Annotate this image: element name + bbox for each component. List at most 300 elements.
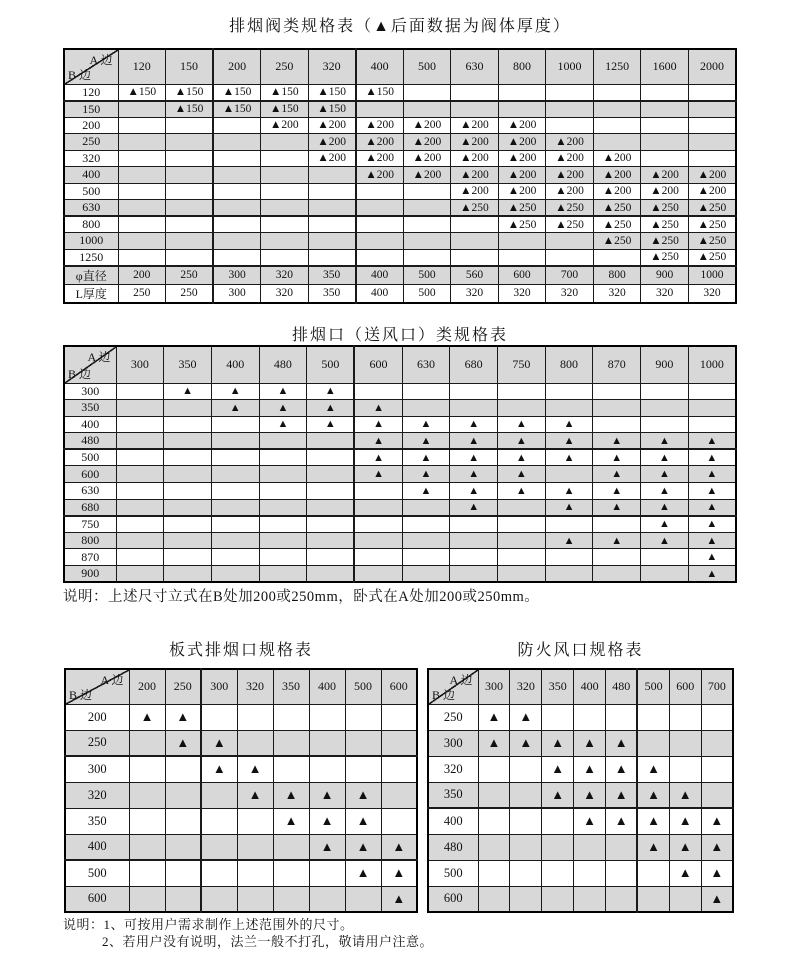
empty-cell: [542, 886, 574, 912]
spec-value-cell: ▲: [345, 782, 381, 808]
empty-cell: [545, 383, 593, 400]
row-header: 400: [428, 808, 478, 834]
empty-cell: [356, 101, 404, 118]
column-header: 750: [498, 346, 546, 383]
spec-value-cell: ▲: [688, 549, 736, 566]
empty-cell: [309, 704, 345, 730]
spec-value-cell: ▲150: [213, 101, 261, 118]
spec-value-cell: ▲150: [261, 101, 309, 118]
empty-cell: [354, 383, 402, 400]
corner-label-b-side: B 边: [68, 67, 92, 82]
column-header: 350: [273, 669, 309, 704]
empty-cell: [307, 566, 355, 583]
spec-value-cell: ▲: [354, 433, 402, 450]
column-header: 400: [309, 669, 345, 704]
spec-value-cell: ▲: [593, 499, 641, 516]
empty-cell: [641, 400, 689, 417]
row-header: 250: [64, 134, 118, 151]
corner-label-b-side: B 边: [68, 366, 92, 381]
column-header: 900: [641, 346, 689, 383]
empty-cell: [213, 167, 261, 184]
empty-cell: [545, 549, 593, 566]
row-header: 600: [428, 886, 478, 912]
spec-value-cell: ▲: [211, 400, 259, 417]
spec-value-cell: ▲250: [593, 233, 641, 250]
empty-cell: [309, 730, 345, 756]
spec-value-cell: ▲200: [403, 117, 451, 134]
spec-value-cell: ▲: [688, 499, 736, 516]
empty-cell: [201, 886, 237, 912]
empty-cell: [701, 782, 733, 808]
empty-cell: [688, 117, 736, 134]
empty-cell: [450, 566, 498, 583]
empty-cell: [259, 549, 307, 566]
empty-cell: [166, 233, 214, 250]
valve-spec-table: [63, 48, 737, 304]
empty-cell: [118, 233, 166, 250]
column-header: 320: [510, 669, 542, 704]
empty-cell: [237, 860, 273, 886]
empty-cell: [116, 449, 164, 466]
row-header: 600: [64, 466, 116, 483]
spec-value-cell: 800: [593, 266, 641, 285]
empty-cell: [637, 730, 669, 756]
spec-value-cell: 300: [213, 284, 261, 303]
empty-cell: [118, 117, 166, 134]
empty-cell: [356, 183, 404, 200]
row-header: 500: [64, 183, 118, 200]
empty-cell: [510, 782, 542, 808]
spec-value-cell: ▲: [542, 756, 574, 782]
spec-value-cell: ▲200: [403, 134, 451, 151]
spec-value-cell: ▲: [498, 449, 546, 466]
spec-value-cell: ▲250: [546, 200, 594, 217]
spec-value-cell: ▲200: [641, 183, 689, 200]
spec-value-cell: ▲: [478, 704, 510, 730]
spec-value-cell: ▲: [309, 782, 345, 808]
row-header: L厚度: [64, 284, 118, 303]
spec-value-cell: ▲: [688, 566, 736, 583]
spec-value-cell: ▲: [545, 433, 593, 450]
empty-cell: [641, 84, 689, 101]
empty-cell: [261, 233, 309, 250]
spec-value-cell: 400: [356, 266, 404, 285]
empty-cell: [381, 704, 417, 730]
corner-label-b-side: B 边: [69, 687, 93, 702]
spec-value-cell: 320: [593, 284, 641, 303]
empty-cell: [498, 499, 546, 516]
spec-value-cell: ▲: [402, 433, 450, 450]
spec-value-cell: ▲: [498, 433, 546, 450]
empty-cell: [166, 167, 214, 184]
empty-cell: [356, 216, 404, 233]
column-header: 300: [201, 669, 237, 704]
column-header: 500: [307, 346, 355, 383]
empty-cell: [213, 183, 261, 200]
spec-value-cell: ▲200: [356, 117, 404, 134]
empty-cell: [354, 499, 402, 516]
spec-value-cell: ▲: [637, 756, 669, 782]
spec-value-cell: ▲: [450, 416, 498, 433]
spec-value-cell: ▲: [701, 834, 733, 860]
spec-value-cell: ▲: [545, 483, 593, 500]
spec-value-cell: ▲150: [166, 101, 214, 118]
column-header: 120: [118, 49, 166, 84]
spec-value-cell: 700: [546, 266, 594, 285]
empty-cell: [129, 834, 165, 860]
spec-value-cell: ▲250: [593, 200, 641, 217]
spec-value-cell: ▲250: [641, 200, 689, 217]
empty-cell: [211, 566, 259, 583]
spec-value-cell: ▲: [637, 834, 669, 860]
empty-cell: [164, 499, 212, 516]
column-header: 700: [701, 669, 733, 704]
empty-cell: [669, 730, 701, 756]
spec-value-cell: ▲: [669, 782, 701, 808]
empty-cell: [450, 549, 498, 566]
spec-value-cell: ▲200: [451, 183, 499, 200]
spec-value-cell: ▲: [450, 499, 498, 516]
spec-value-cell: ▲: [510, 704, 542, 730]
empty-cell: [211, 433, 259, 450]
spec-value-cell: 350: [308, 284, 356, 303]
column-header: 400: [356, 49, 404, 84]
spec-value-cell: ▲: [309, 808, 345, 834]
spec-value-cell: ▲250: [641, 249, 689, 266]
spec-value-cell: ▲: [606, 808, 638, 834]
column-header: 320: [308, 49, 356, 84]
empty-cell: [354, 516, 402, 533]
spec-value-cell: ▲200: [308, 117, 356, 134]
empty-cell: [116, 516, 164, 533]
empty-cell: [116, 383, 164, 400]
empty-cell: [403, 216, 451, 233]
valve-table-title: 排烟阀类规格表（▲后面数据为阀体厚度）: [229, 18, 571, 35]
empty-cell: [701, 756, 733, 782]
spec-value-cell: ▲150: [118, 84, 166, 101]
empty-cell: [345, 730, 381, 756]
spec-value-cell: ▲250: [641, 233, 689, 250]
corner-label-a-side: A 边: [87, 350, 111, 364]
row-header: 870: [64, 549, 116, 566]
empty-cell: [261, 167, 309, 184]
empty-cell: [542, 704, 574, 730]
footer-note-1: 说明：1、可按用户需求制作上述范围外的尺寸。: [63, 917, 354, 932]
column-header: 250: [165, 669, 201, 704]
spec-value-cell: ▲: [606, 730, 638, 756]
empty-cell: [165, 860, 201, 886]
row-header: 250: [65, 730, 129, 756]
corner-label-b-side: B 边: [432, 687, 456, 702]
spec-value-cell: ▲: [381, 834, 417, 860]
empty-cell: [307, 466, 355, 483]
empty-cell: [545, 516, 593, 533]
spec-value-cell: ▲: [237, 782, 273, 808]
empty-cell: [545, 466, 593, 483]
row-header: 400: [64, 167, 118, 184]
spec-value-cell: ▲: [641, 499, 689, 516]
empty-cell: [593, 249, 641, 266]
empty-cell: [478, 860, 510, 886]
empty-cell: [273, 886, 309, 912]
empty-cell: [641, 416, 689, 433]
empty-cell: [546, 117, 594, 134]
row-header: 480: [64, 433, 116, 450]
empty-cell: [637, 860, 669, 886]
spec-value-cell: ▲200: [593, 183, 641, 200]
spec-value-cell: ▲200: [546, 150, 594, 167]
spec-value-cell: ▲: [606, 756, 638, 782]
spec-value-cell: 1000: [688, 266, 736, 285]
spec-value-cell: ▲: [478, 730, 510, 756]
empty-cell: [546, 84, 594, 101]
empty-cell: [165, 782, 201, 808]
row-header: 200: [65, 704, 129, 730]
spec-value-cell: ▲150: [213, 84, 261, 101]
spec-value-cell: ▲: [542, 730, 574, 756]
empty-cell: [402, 566, 450, 583]
column-header: 600: [354, 346, 402, 383]
spec-value-cell: ▲200: [403, 167, 451, 184]
empty-cell: [593, 383, 641, 400]
spec-value-cell: ▲: [574, 808, 606, 834]
empty-cell: [308, 249, 356, 266]
row-header: 350: [428, 782, 478, 808]
spec-value-cell: 500: [403, 284, 451, 303]
spec-value-cell: ▲250: [688, 200, 736, 217]
spec-value-cell: ▲: [450, 483, 498, 500]
column-header: 150: [166, 49, 214, 84]
row-header: 120: [64, 84, 118, 101]
row-header: 630: [64, 200, 118, 217]
spec-value-cell: ▲: [669, 834, 701, 860]
empty-cell: [450, 532, 498, 549]
empty-cell: [593, 134, 641, 151]
spec-value-cell: ▲250: [498, 200, 546, 217]
spec-value-cell: ▲: [545, 532, 593, 549]
spec-value-cell: ▲: [354, 416, 402, 433]
plate-spec-table: [64, 668, 418, 913]
empty-cell: [166, 183, 214, 200]
row-header: 400: [64, 416, 116, 433]
empty-cell: [116, 499, 164, 516]
spec-value-cell: ▲: [259, 383, 307, 400]
spec-value-cell: 320: [546, 284, 594, 303]
empty-cell: [545, 400, 593, 417]
empty-cell: [641, 117, 689, 134]
empty-cell: [273, 756, 309, 782]
empty-cell: [641, 566, 689, 583]
empty-cell: [403, 84, 451, 101]
spec-value-cell: ▲: [354, 466, 402, 483]
spec-value-cell: ▲: [688, 532, 736, 549]
spec-value-cell: ▲: [273, 808, 309, 834]
empty-cell: [308, 216, 356, 233]
column-header: 680: [450, 346, 498, 383]
empty-cell: [510, 860, 542, 886]
spec-value-cell: ▲: [307, 383, 355, 400]
empty-cell: [354, 483, 402, 500]
spec-value-cell: 200: [118, 266, 166, 285]
column-header: 800: [545, 346, 593, 383]
empty-cell: [402, 383, 450, 400]
empty-cell: [606, 886, 638, 912]
empty-cell: [166, 216, 214, 233]
spec-value-cell: ▲: [498, 466, 546, 483]
empty-cell: [261, 150, 309, 167]
empty-cell: [688, 150, 736, 167]
spec-value-cell: ▲: [237, 756, 273, 782]
empty-cell: [211, 549, 259, 566]
empty-cell: [211, 416, 259, 433]
spec-value-cell: 250: [166, 266, 214, 285]
row-header: 320: [64, 150, 118, 167]
column-header: 630: [402, 346, 450, 383]
outlet-table-note: 说明：上述尺寸立式在B处加200或250mm，卧式在A处加200或250mm。: [63, 589, 540, 605]
spec-value-cell: ▲: [354, 400, 402, 417]
outlet-spec-table: [63, 345, 737, 583]
empty-cell: [201, 808, 237, 834]
empty-cell: [165, 756, 201, 782]
spec-value-cell: ▲200: [451, 167, 499, 184]
spec-value-cell: ▲: [688, 433, 736, 450]
spec-value-cell: ▲200: [498, 117, 546, 134]
spec-value-cell: ▲: [307, 400, 355, 417]
row-header: 500: [64, 449, 116, 466]
spec-value-cell: ▲200: [451, 150, 499, 167]
empty-cell: [129, 808, 165, 834]
empty-cell: [546, 101, 594, 118]
spec-value-cell: ▲: [450, 466, 498, 483]
row-header: 350: [65, 808, 129, 834]
corner-label-a-side: A 边: [89, 53, 113, 67]
empty-cell: [309, 756, 345, 782]
row-header: 680: [64, 499, 116, 516]
empty-cell: [129, 782, 165, 808]
empty-cell: [118, 216, 166, 233]
spec-value-cell: ▲: [641, 449, 689, 466]
empty-cell: [164, 483, 212, 500]
column-header: 1000: [546, 49, 594, 84]
spec-value-cell: ▲: [669, 808, 701, 834]
empty-cell: [478, 808, 510, 834]
empty-cell: [259, 466, 307, 483]
spec-value-cell: ▲200: [451, 134, 499, 151]
empty-cell: [574, 860, 606, 886]
spec-value-cell: ▲200: [498, 183, 546, 200]
empty-cell: [164, 549, 212, 566]
spec-value-cell: ▲: [402, 449, 450, 466]
plate-table-title: 板式排烟口规格表: [168, 642, 313, 659]
column-header: 800: [498, 49, 546, 84]
empty-cell: [688, 416, 736, 433]
empty-cell: [307, 549, 355, 566]
row-header: 800: [64, 532, 116, 549]
empty-cell: [498, 566, 546, 583]
column-header: 480: [259, 346, 307, 383]
spec-value-cell: ▲250: [451, 200, 499, 217]
empty-cell: [641, 150, 689, 167]
empty-cell: [211, 532, 259, 549]
corner-header-cell: [64, 346, 116, 383]
empty-cell: [669, 704, 701, 730]
empty-cell: [165, 886, 201, 912]
empty-cell: [213, 233, 261, 250]
empty-cell: [213, 249, 261, 266]
spec-value-cell: 320: [261, 266, 309, 285]
spec-value-cell: ▲200: [641, 167, 689, 184]
column-header: 400: [211, 346, 259, 383]
spec-value-cell: ▲: [593, 449, 641, 466]
empty-cell: [637, 704, 669, 730]
spec-value-cell: ▲250: [498, 216, 546, 233]
empty-cell: [213, 134, 261, 151]
spec-value-cell: ▲: [498, 483, 546, 500]
empty-cell: [545, 566, 593, 583]
empty-cell: [308, 200, 356, 217]
row-header: 350: [64, 400, 116, 417]
spec-value-cell: ▲200: [688, 183, 736, 200]
spec-value-cell: ▲: [309, 834, 345, 860]
empty-cell: [308, 183, 356, 200]
empty-cell: [261, 134, 309, 151]
empty-cell: [261, 183, 309, 200]
spec-value-cell: ▲200: [688, 167, 736, 184]
column-header: 630: [451, 49, 499, 84]
spec-value-cell: ▲200: [498, 150, 546, 167]
empty-cell: [498, 400, 546, 417]
empty-cell: [381, 782, 417, 808]
column-header: 1000: [688, 346, 736, 383]
empty-cell: [261, 216, 309, 233]
empty-cell: [593, 400, 641, 417]
spec-value-cell: ▲150: [308, 101, 356, 118]
empty-cell: [259, 433, 307, 450]
corner-header-cell: [428, 669, 478, 704]
empty-cell: [237, 730, 273, 756]
empty-cell: [606, 704, 638, 730]
empty-cell: [345, 704, 381, 730]
empty-cell: [593, 101, 641, 118]
spec-value-cell: ▲: [211, 383, 259, 400]
spec-value-cell: ▲: [688, 449, 736, 466]
empty-cell: [201, 860, 237, 886]
empty-cell: [118, 150, 166, 167]
spec-value-cell: 400: [356, 284, 404, 303]
empty-cell: [356, 200, 404, 217]
empty-cell: [688, 383, 736, 400]
spec-value-cell: ▲: [259, 400, 307, 417]
column-header: 250: [261, 49, 309, 84]
empty-cell: [307, 532, 355, 549]
empty-cell: [498, 249, 546, 266]
empty-cell: [641, 549, 689, 566]
empty-cell: [450, 516, 498, 533]
row-header: 1250: [64, 249, 118, 266]
spec-value-cell: ▲: [701, 808, 733, 834]
empty-cell: [164, 516, 212, 533]
empty-cell: [688, 101, 736, 118]
row-header: 900: [64, 566, 116, 583]
empty-cell: [259, 516, 307, 533]
spec-value-cell: ▲150: [356, 84, 404, 101]
empty-cell: [498, 101, 546, 118]
spec-value-cell: ▲: [637, 782, 669, 808]
spec-value-cell: ▲: [574, 756, 606, 782]
empty-cell: [641, 134, 689, 151]
spec-value-cell: 320: [641, 284, 689, 303]
empty-cell: [451, 233, 499, 250]
